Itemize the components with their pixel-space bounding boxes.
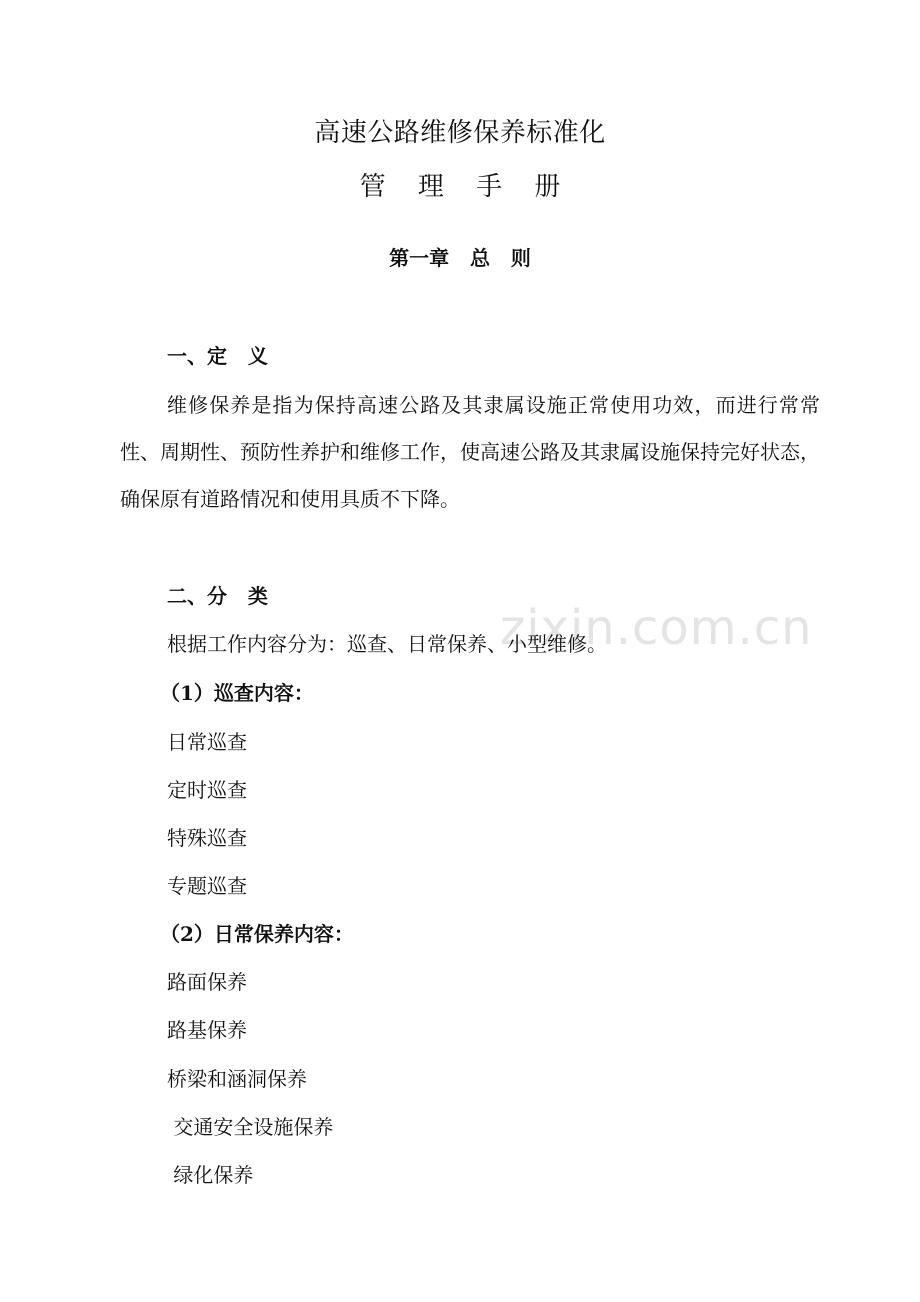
section-heading-definition: 一、定 义	[167, 344, 268, 368]
list-item: 定时巡查	[167, 778, 247, 802]
document-title: 高速公路维修保养标准化	[314, 118, 606, 148]
watermark: zixin.com.cn	[500, 600, 813, 656]
chapter-heading: 第一章 总 则	[389, 246, 531, 270]
subsection-heading-maintenance: （2）日常保养内容：	[160, 922, 354, 946]
list-item: 专题巡查	[167, 874, 247, 898]
classification-intro: 根据工作内容分为：巡查、日常保养、小型维修。	[167, 632, 607, 656]
list-item: 路面保养	[167, 970, 247, 994]
list-item: 绿化保养	[167, 1163, 254, 1187]
list-item: 路基保养	[167, 1018, 247, 1042]
list-item: 桥梁和涵洞保养	[167, 1067, 307, 1091]
subsection-heading-inspection: （1）巡查内容：	[160, 681, 314, 705]
document-subtitle: 管 理 手 册	[359, 172, 573, 202]
section-heading-classification: 二、分 类	[167, 584, 268, 608]
list-item: 特殊巡查	[167, 826, 247, 850]
definition-paragraph: 维修保养是指为保持高速公路及其隶属设施正常使用功效，而进行常常性、周期性、预防性养护和维修工作，使高速公路及其隶属设施保持完好状态，确保原有道路情况和使用具质不下降。	[120, 393, 820, 511]
list-item: 日常巡查	[167, 730, 247, 754]
list-item: 交通安全设施保养	[167, 1115, 334, 1139]
